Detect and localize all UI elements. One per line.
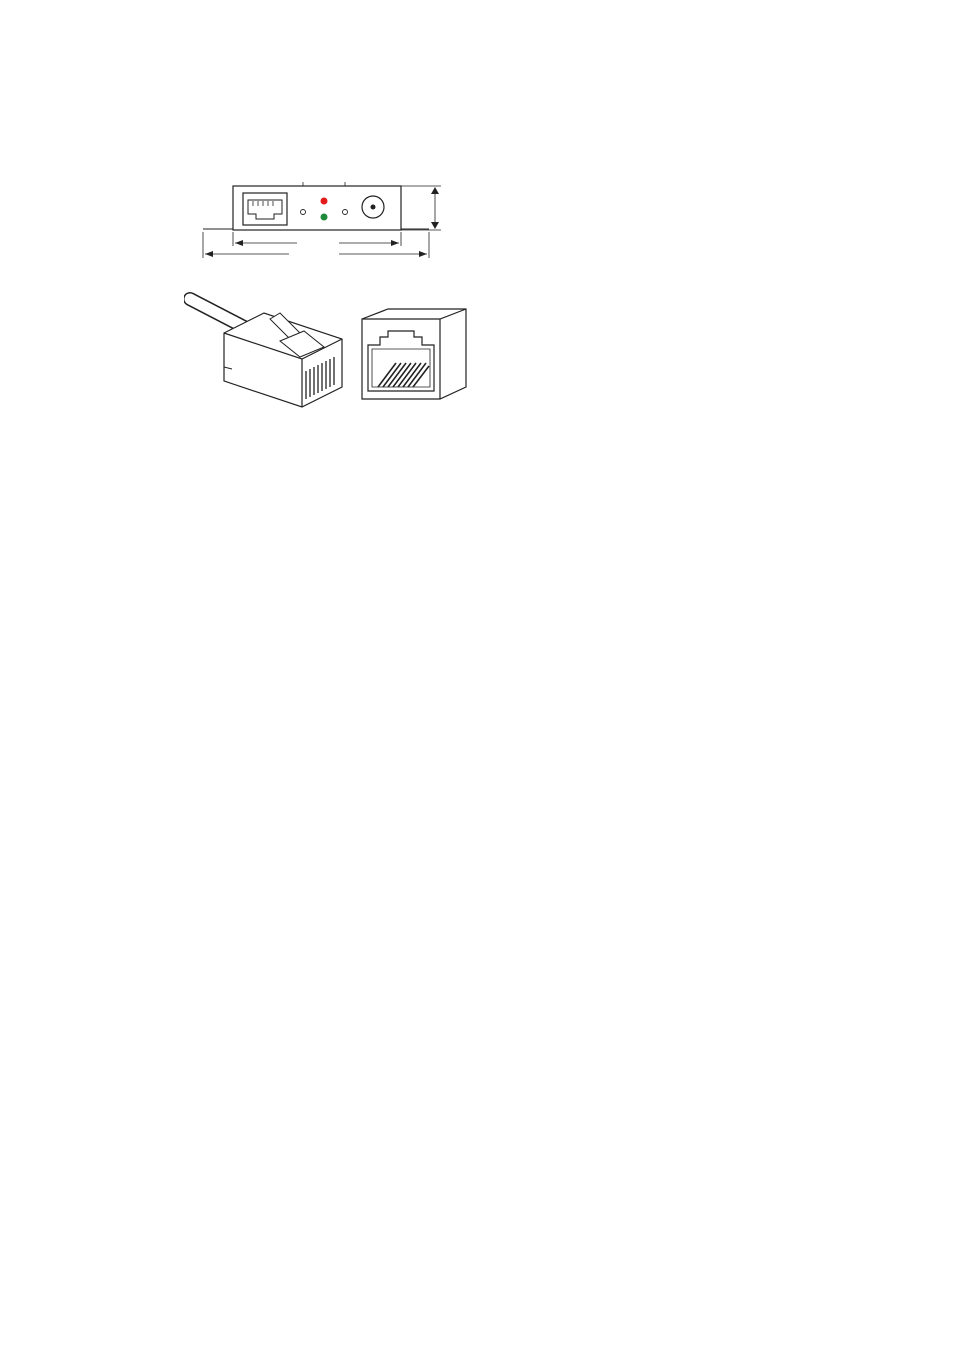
utp-line [144,260,834,285]
rj45-jack-icon [362,309,466,399]
document-content [144,116,834,419]
rj45-connector-diagram [184,291,484,419]
device-front-panel-diagram [199,168,449,260]
rj45-plug-icon [224,313,342,407]
red-led-icon [321,198,328,205]
subheading [144,141,834,166]
section-heading [144,116,834,141]
reset-button-icon [343,210,348,215]
rj45-port-icon [243,193,287,225]
green-led-icon [321,214,328,221]
setup-button-icon [301,210,306,215]
